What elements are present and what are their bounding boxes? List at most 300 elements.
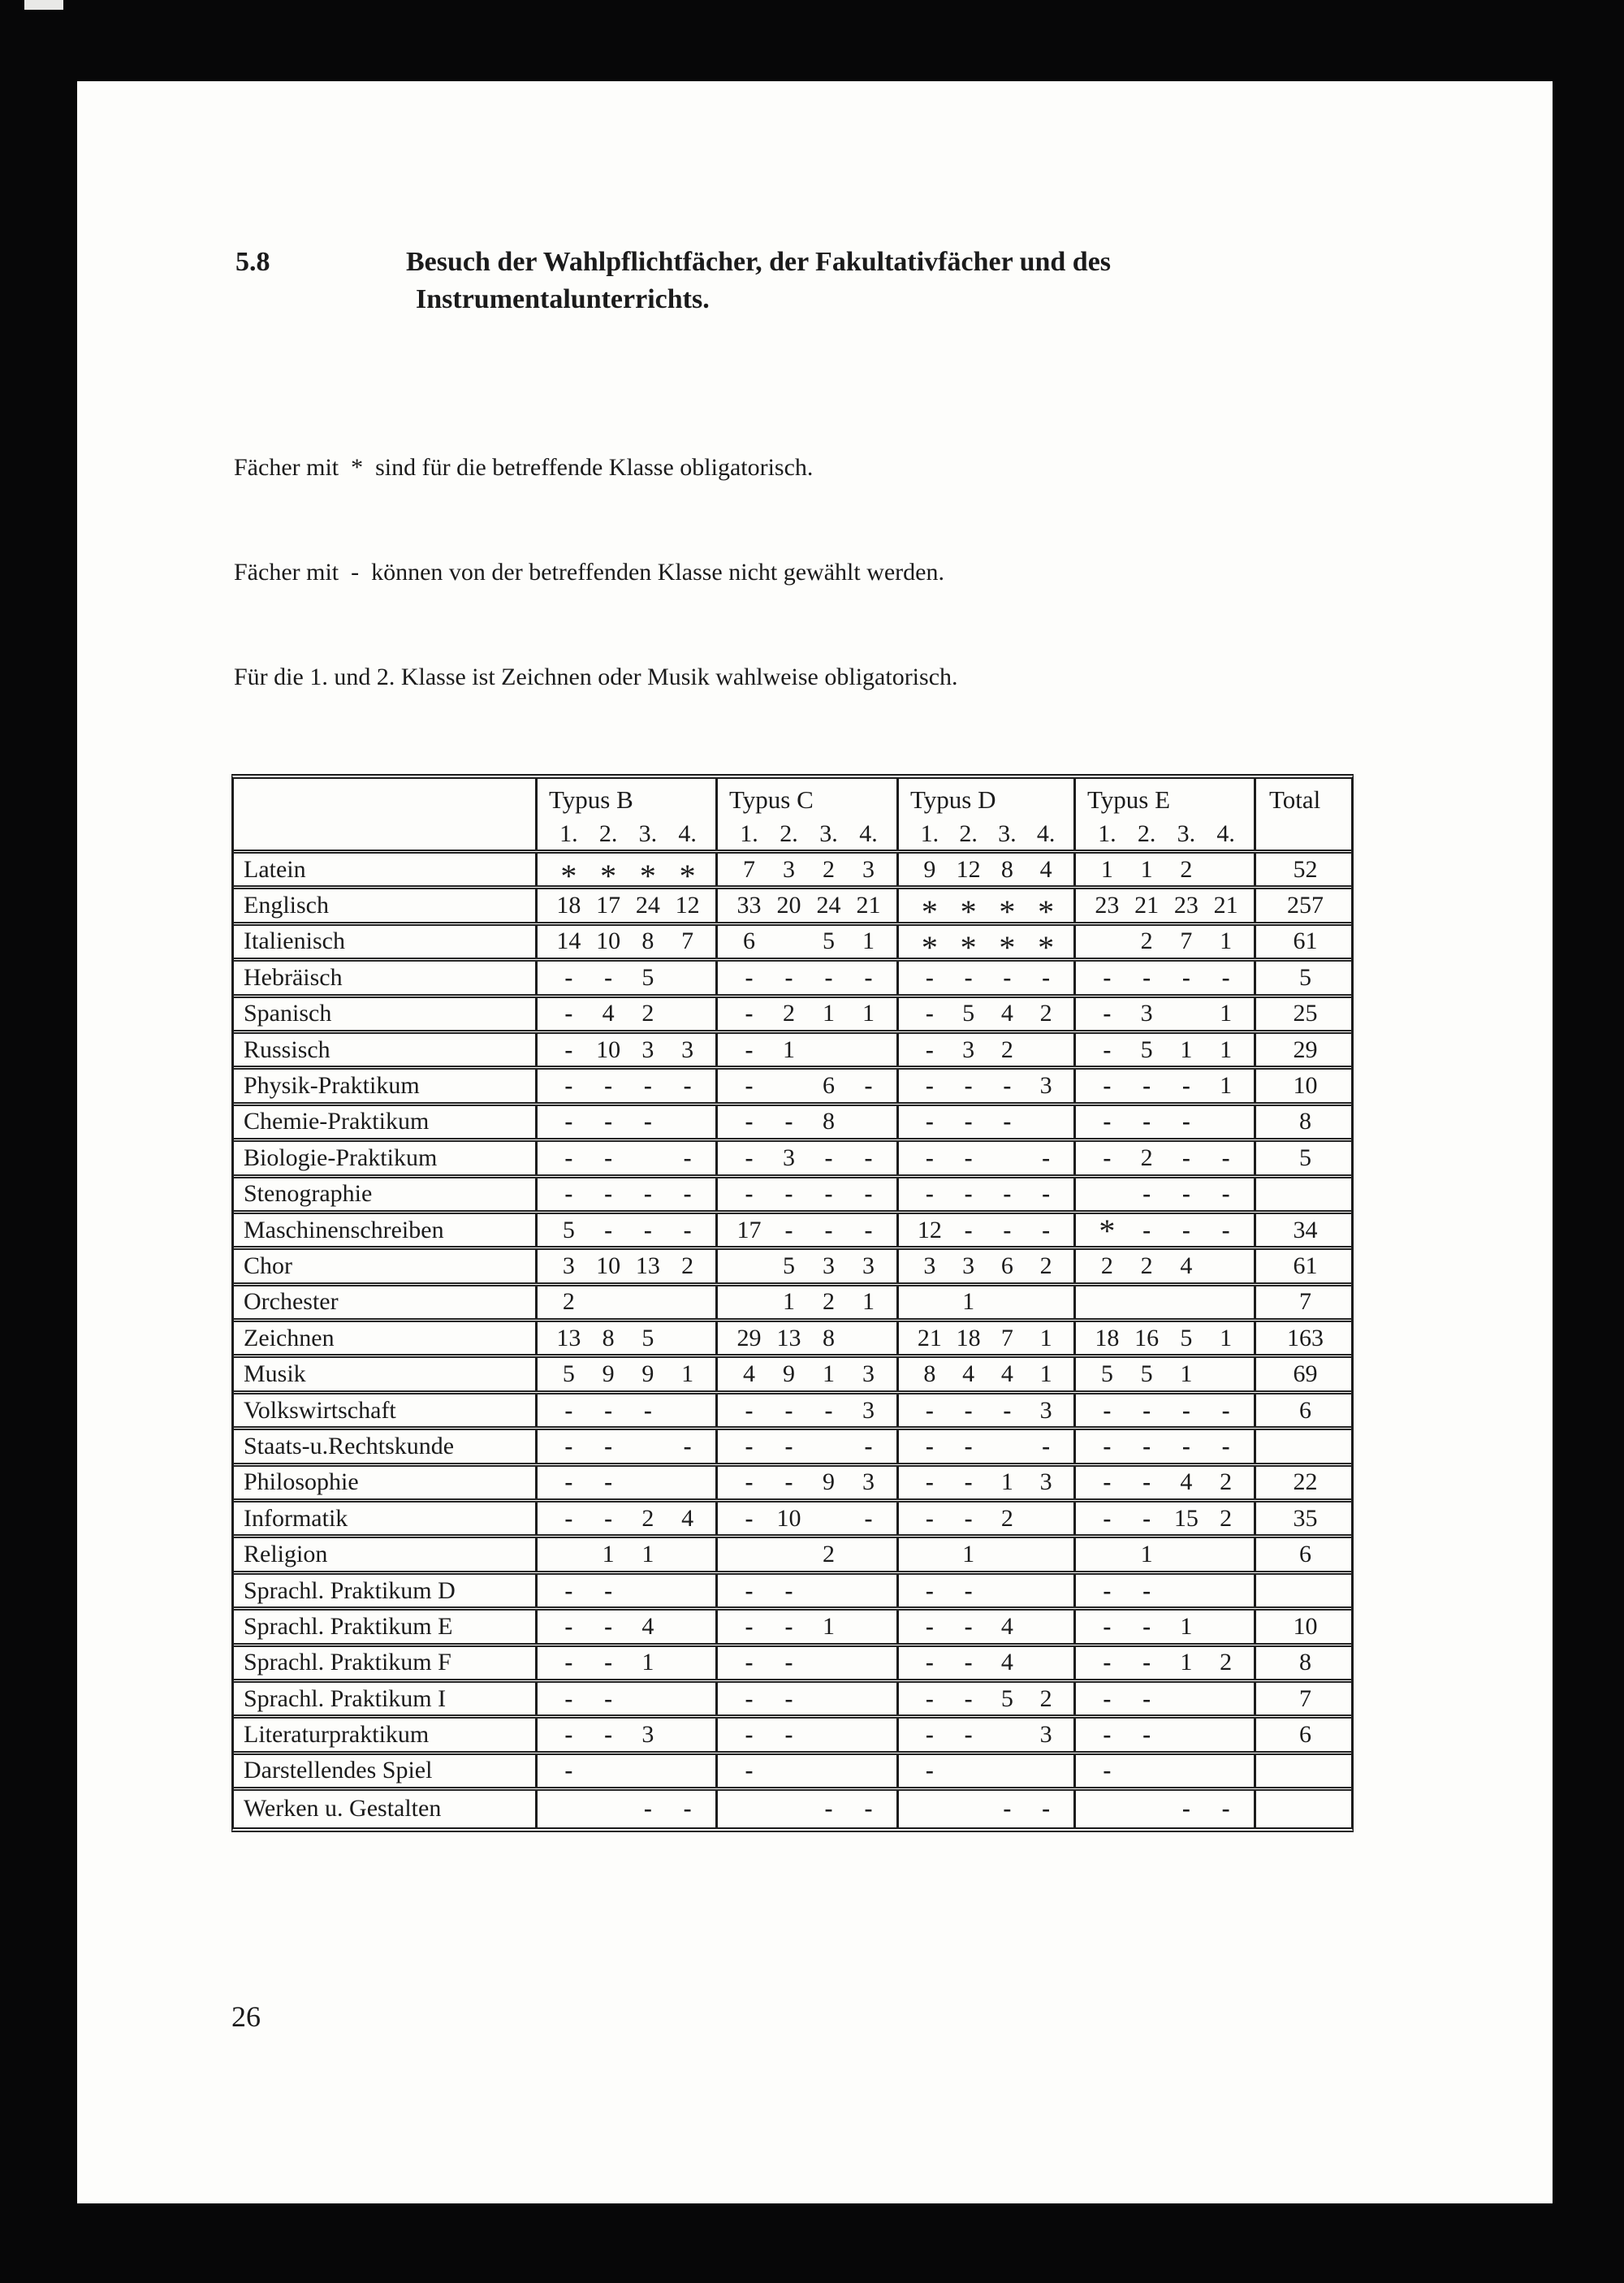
value-typus-c [809, 1757, 849, 1784]
value-typus-b [667, 1397, 707, 1425]
total-cell: 6 [1254, 1719, 1354, 1750]
value-typus-e: - [1181, 1180, 1190, 1208]
value-typus-c: 1 [862, 1288, 875, 1316]
typus-d-values [899, 1108, 1073, 1135]
value-typus-b: - [643, 1072, 652, 1100]
typus-e-values [1076, 1505, 1254, 1533]
class-label: 1. [920, 820, 939, 847]
value-typus-d: - [925, 1757, 934, 1784]
value-typus-c: 1 [783, 1036, 795, 1063]
value-typus-c: - [824, 1396, 833, 1424]
value-typus-b: - [564, 1432, 573, 1459]
typus-c-values [718, 964, 896, 992]
value-typus-e: - [1103, 1036, 1112, 1063]
value-typus-c [769, 1541, 809, 1568]
value-typus-b: - [604, 1216, 613, 1243]
value-typus-b: - [564, 1468, 573, 1496]
document-page [77, 81, 1553, 2203]
value-typus-e [1087, 1795, 1127, 1823]
table-row [234, 854, 1351, 894]
value-typus-b [589, 1757, 628, 1784]
value-typus-c: 1 [862, 1000, 875, 1027]
value-typus-e: - [1181, 1216, 1190, 1243]
value-typus-c: - [745, 1396, 754, 1424]
table-row [234, 1106, 1351, 1142]
value-typus-e: - [1181, 1144, 1190, 1171]
table-row [234, 1538, 1351, 1574]
table-body [234, 854, 1351, 1827]
value-typus-d: - [925, 1072, 934, 1100]
value-typus-d: - [925, 1612, 934, 1640]
typus-e-values [1076, 1397, 1254, 1425]
value-typus-e: 1 [1180, 1612, 1193, 1640]
value-typus-e: - [1181, 963, 1190, 991]
typus-e-values [1076, 1180, 1254, 1208]
value-typus-e [1206, 1360, 1246, 1388]
value-typus-e: - [1221, 1795, 1230, 1823]
value-typus-c [729, 1288, 769, 1316]
value-typus-d: 1 [1039, 1324, 1052, 1351]
value-typus-d: 7 [1000, 1324, 1013, 1351]
value-typus-c [809, 1433, 849, 1460]
value-typus-d [1026, 1288, 1065, 1316]
value-typus-d: - [925, 1576, 934, 1604]
value-typus-c [809, 1577, 849, 1605]
typus-d-values [899, 1360, 1073, 1388]
table-row [234, 998, 1351, 1034]
value-typus-b: - [564, 1757, 573, 1784]
typus-d-values [899, 1072, 1073, 1100]
value-typus-c: 3 [862, 855, 875, 883]
typus-c-values [718, 1288, 896, 1316]
value-typus-c: - [784, 1684, 793, 1712]
typus-d-values [899, 1036, 1073, 1064]
value-typus-d: * [999, 929, 1016, 966]
value-typus-c [849, 1613, 888, 1641]
typus-c-values [718, 1468, 896, 1496]
value-typus-d: - [964, 1396, 973, 1424]
value-typus-b: 8 [602, 1324, 615, 1351]
value-typus-e: 1 [1180, 1360, 1193, 1388]
typus-e-values [1076, 1433, 1254, 1460]
value-typus-b: 14 [556, 927, 581, 955]
value-typus-d: - [925, 1504, 934, 1532]
class-labels-b [538, 820, 715, 848]
total-cell: 257 [1254, 889, 1354, 921]
subject-cell: Maschinenschreiben [244, 1216, 444, 1243]
value-typus-c: - [784, 1216, 793, 1243]
value-typus-b: 9 [602, 1360, 615, 1388]
typus-c-values [718, 1505, 896, 1533]
value-typus-e: 5 [1140, 1360, 1153, 1388]
value-typus-e [1206, 1757, 1246, 1784]
typus-b-values [538, 1685, 715, 1713]
value-typus-c: 8 [823, 1108, 835, 1135]
value-typus-d [1026, 1613, 1065, 1641]
value-typus-d: 4 [1000, 1649, 1013, 1676]
typus-d-values [899, 1577, 1073, 1605]
value-typus-b: - [604, 1684, 613, 1712]
value-typus-c: - [745, 1468, 754, 1496]
value-typus-e [1167, 1577, 1207, 1605]
value-typus-c: 3 [783, 855, 795, 883]
typus-b-values [538, 1252, 715, 1280]
typus-b-values [538, 1613, 715, 1641]
value-typus-d: 2 [1000, 1504, 1013, 1532]
value-typus-d: - [925, 1649, 934, 1676]
value-typus-b: 3 [641, 1721, 654, 1749]
value-typus-c: 1 [823, 1612, 835, 1640]
value-typus-c: - [824, 1144, 833, 1171]
value-typus-b: - [564, 1649, 573, 1676]
value-typus-e: 21 [1213, 892, 1238, 919]
value-typus-c: - [864, 963, 873, 991]
value-typus-d: 1 [1039, 1360, 1052, 1388]
typus-b-values [538, 1433, 715, 1460]
value-typus-b: 18 [556, 892, 581, 919]
value-typus-c: 17 [736, 1216, 762, 1243]
typus-c-values [718, 1036, 896, 1064]
value-typus-b: 5 [562, 1360, 575, 1388]
subject-cell: Werken u. Gestalten [244, 1795, 442, 1823]
value-typus-b: - [683, 1795, 692, 1823]
value-typus-b: - [564, 1000, 573, 1027]
value-typus-b: - [564, 1612, 573, 1640]
typus-d-values [899, 1397, 1073, 1425]
value-typus-d: 18 [956, 1324, 981, 1351]
value-typus-c [849, 1685, 888, 1713]
value-typus-b: 4 [602, 1000, 615, 1027]
value-typus-b: - [683, 1216, 692, 1243]
table-header-row [234, 779, 1351, 854]
value-typus-c: - [784, 1396, 793, 1424]
value-typus-e: 1 [1140, 1541, 1153, 1568]
value-typus-c: - [784, 1612, 793, 1640]
section-title-line1: Besuch der Wahlpflichtfächer, der Fakultativfächer und des [406, 247, 1112, 277]
value-typus-c: - [745, 1684, 754, 1712]
total-cell: 52 [1254, 854, 1354, 885]
value-typus-e: - [1103, 1612, 1112, 1640]
value-typus-e [1167, 1541, 1207, 1568]
typus-b-values [538, 857, 715, 894]
value-typus-e [1127, 1795, 1167, 1823]
value-typus-b: 10 [596, 927, 621, 955]
value-typus-b: 2 [641, 1000, 654, 1027]
value-typus-b [667, 1000, 707, 1027]
value-typus-c [809, 1505, 849, 1533]
value-typus-b: 5 [562, 1216, 575, 1243]
value-typus-c: - [864, 1795, 873, 1823]
value-typus-e: 23 [1173, 892, 1199, 919]
value-typus-b [628, 1288, 668, 1316]
value-typus-e: 2 [1220, 1504, 1233, 1532]
value-typus-b: - [564, 1396, 573, 1424]
value-typus-b: 10 [596, 1252, 621, 1279]
value-typus-d: 5 [1000, 1684, 1013, 1712]
value-typus-c: - [864, 1216, 873, 1243]
table-row [234, 889, 1351, 931]
typus-c-values [718, 1721, 896, 1749]
value-typus-b [667, 964, 707, 992]
value-typus-d: 3 [1039, 1072, 1052, 1100]
value-typus-e [1206, 856, 1246, 884]
subject-cell: Latein [244, 855, 306, 883]
value-typus-c: 33 [736, 892, 762, 919]
value-typus-d: - [964, 1180, 973, 1208]
value-typus-b: - [643, 1216, 652, 1243]
value-typus-e [1206, 1721, 1246, 1749]
total-cell: 22 [1254, 1467, 1354, 1498]
value-typus-c [849, 1757, 888, 1784]
value-typus-d [1026, 1108, 1065, 1135]
table-row [234, 1178, 1351, 1214]
value-typus-c [849, 1577, 888, 1605]
value-typus-d: 2 [1000, 1036, 1013, 1063]
value-typus-c: - [784, 1721, 793, 1749]
class-label: 3. [638, 820, 658, 847]
value-typus-b [667, 1577, 707, 1605]
value-typus-e: - [1103, 1684, 1112, 1712]
value-typus-b: - [604, 1721, 613, 1749]
value-typus-b: * [639, 857, 656, 894]
value-typus-c: - [864, 1180, 873, 1208]
value-typus-e: - [1142, 1108, 1151, 1135]
typus-b-values [538, 1397, 715, 1425]
value-typus-e: - [1103, 1396, 1112, 1424]
value-typus-d: 1 [962, 1541, 975, 1568]
scan-edge-artifact [24, 0, 63, 10]
typus-c-label: Typus C [729, 785, 814, 814]
value-typus-d: 2 [1039, 1684, 1052, 1712]
value-typus-b [667, 1541, 707, 1568]
value-typus-c [729, 1541, 769, 1568]
typus-d-values [899, 1325, 1073, 1352]
value-typus-c [809, 1036, 849, 1064]
typus-c-values [718, 1144, 896, 1172]
value-typus-b: - [683, 1072, 692, 1100]
value-typus-b: - [683, 1144, 692, 1171]
value-typus-e: - [1142, 1180, 1151, 1208]
typus-e-values [1076, 1108, 1254, 1135]
value-typus-b: 13 [635, 1252, 660, 1279]
value-typus-b: 3 [681, 1036, 694, 1063]
total-cell [1254, 1791, 1354, 1827]
value-typus-d [988, 1757, 1027, 1784]
typus-c-values [718, 1613, 896, 1641]
section-title-line2: Instrumentalunterrichts. [416, 284, 710, 314]
value-typus-b: 10 [596, 1036, 621, 1063]
value-typus-c [849, 1325, 888, 1352]
typus-d-values [899, 856, 1073, 884]
value-typus-b: - [683, 1432, 692, 1459]
value-typus-e: - [1103, 1721, 1112, 1749]
typus-b-values [538, 1360, 715, 1388]
total-cell [1254, 1430, 1354, 1462]
typus-e-values [1076, 927, 1254, 955]
value-typus-b: 4 [641, 1612, 654, 1640]
total-cell: 5 [1254, 1142, 1354, 1174]
value-typus-d: * [960, 893, 977, 931]
value-typus-d [910, 1541, 949, 1568]
class-label: 1. [740, 820, 758, 847]
value-typus-c [729, 1795, 769, 1823]
value-typus-c: 7 [743, 855, 755, 883]
total-cell: 8 [1254, 1647, 1354, 1679]
page-number: 26 [231, 2000, 261, 2033]
typus-d-values [899, 1649, 1073, 1676]
typus-d-values [899, 1685, 1073, 1713]
section-number: 5.8 [235, 247, 270, 277]
value-typus-e [1087, 1180, 1127, 1208]
subject-cell: Englisch [244, 892, 329, 919]
value-typus-b: 12 [675, 892, 700, 919]
class-label: 1. [1098, 820, 1116, 847]
value-typus-e: 2 [1180, 855, 1193, 883]
typus-d-values [899, 893, 1073, 931]
value-typus-e: - [1181, 1795, 1190, 1823]
value-typus-c: - [864, 1504, 873, 1532]
value-typus-b [628, 1685, 668, 1713]
value-typus-e: 7 [1180, 927, 1193, 955]
typus-b-label: Typus B [549, 785, 633, 814]
class-label: 1. [559, 820, 578, 847]
value-typus-c [809, 1685, 849, 1713]
typus-e-values [1076, 856, 1254, 884]
typus-d-values [899, 1217, 1073, 1244]
value-typus-e: 2 [1220, 1468, 1233, 1496]
subject-cell: Sprachl. Praktikum F [244, 1649, 451, 1676]
table-row [234, 1250, 1351, 1286]
value-typus-d: 3 [1039, 1468, 1052, 1496]
value-typus-b [628, 1144, 668, 1172]
table-row [234, 962, 1351, 997]
value-typus-c: 1 [823, 1360, 835, 1388]
value-typus-e [1167, 1721, 1207, 1749]
value-typus-b: * [560, 857, 577, 894]
value-typus-c [849, 1108, 888, 1135]
value-typus-e: - [1103, 1576, 1112, 1604]
value-typus-b: - [564, 1036, 573, 1063]
value-typus-b [589, 1288, 628, 1316]
value-typus-e [1206, 1252, 1246, 1280]
class-labels-c [718, 820, 896, 848]
value-typus-d: - [964, 1432, 973, 1459]
value-typus-e: 5 [1180, 1324, 1193, 1351]
typus-e-values [1076, 1721, 1254, 1749]
value-typus-e: - [1221, 1144, 1230, 1171]
typus-c-values [718, 1577, 896, 1605]
value-typus-d: - [925, 1396, 934, 1424]
value-typus-c: - [824, 1216, 833, 1243]
value-typus-c: - [784, 1576, 793, 1604]
value-typus-c: - [784, 963, 793, 991]
value-typus-e: 3 [1140, 1000, 1153, 1027]
typus-d-values [899, 1795, 1073, 1823]
value-typus-c: - [745, 1036, 754, 1063]
value-typus-c: 2 [783, 1000, 795, 1027]
value-typus-d: 9 [923, 855, 936, 883]
value-typus-d: - [1003, 1072, 1012, 1100]
class-label: 2. [598, 820, 618, 847]
table-row [234, 1394, 1351, 1430]
value-typus-c: 2 [823, 855, 835, 883]
value-typus-e: 1 [1220, 1324, 1233, 1351]
typus-b-values [538, 964, 715, 992]
value-typus-b: - [604, 963, 613, 991]
value-typus-c [769, 1072, 809, 1100]
value-typus-b: - [564, 1684, 573, 1712]
value-typus-c: - [745, 1721, 754, 1749]
table-row [234, 1358, 1351, 1394]
value-typus-b: 1 [641, 1649, 654, 1676]
typus-e-values [1076, 1613, 1254, 1641]
value-typus-d: - [1003, 1216, 1012, 1243]
value-typus-e: - [1103, 1108, 1112, 1135]
typus-d-values [899, 1505, 1073, 1533]
value-typus-d: * [1038, 893, 1055, 931]
value-typus-e: - [1142, 1612, 1151, 1640]
value-typus-c: - [745, 1504, 754, 1532]
value-typus-e: 2 [1220, 1649, 1233, 1676]
value-typus-b: 5 [641, 963, 654, 991]
value-typus-b: - [564, 1108, 573, 1135]
value-typus-b: 9 [641, 1360, 654, 1388]
value-typus-c: - [784, 1432, 793, 1459]
value-typus-d [949, 1795, 988, 1823]
total-cell [1254, 1178, 1354, 1210]
value-typus-b [667, 1721, 707, 1749]
value-typus-e: - [1103, 1504, 1112, 1532]
section-title [406, 244, 1111, 318]
typus-b-values [538, 1144, 715, 1172]
value-typus-b [667, 1649, 707, 1676]
value-typus-e: 2 [1140, 1252, 1153, 1279]
value-typus-e: - [1142, 1684, 1151, 1712]
value-typus-b [667, 1685, 707, 1713]
value-typus-b: - [604, 1072, 613, 1100]
typus-c-values [718, 1108, 896, 1135]
value-typus-b: - [564, 1504, 573, 1532]
header-total: Total [1254, 779, 1354, 850]
typus-c-values [718, 1795, 896, 1823]
class-label: 4. [1216, 820, 1235, 847]
value-typus-d: 21 [917, 1324, 942, 1351]
value-typus-e: - [1221, 1216, 1230, 1243]
subject-cell: Hebräisch [244, 963, 343, 991]
value-typus-b [628, 1577, 668, 1605]
value-typus-d [988, 1721, 1027, 1749]
value-typus-b: - [604, 1432, 613, 1459]
value-typus-e: 15 [1173, 1504, 1199, 1532]
typus-e-values [1076, 1685, 1254, 1713]
value-typus-c: 9 [823, 1468, 835, 1496]
value-typus-d: - [964, 1216, 973, 1243]
subject-cell: Volkswirtschaft [244, 1396, 396, 1424]
value-typus-d: 8 [1000, 855, 1013, 883]
value-typus-d: - [1003, 1180, 1012, 1208]
subject-cell: Biologie-Praktikum [244, 1144, 438, 1171]
value-typus-c [769, 927, 809, 955]
typus-b-values [538, 1541, 715, 1568]
value-typus-e: - [1142, 1072, 1151, 1100]
value-typus-d [1026, 1036, 1065, 1064]
typus-d-values [899, 1288, 1073, 1316]
value-typus-b: 1 [641, 1541, 654, 1568]
subject-cell: Stenographie [244, 1180, 373, 1208]
value-typus-d: - [964, 1072, 973, 1100]
typus-b-values [538, 1721, 715, 1749]
value-typus-c: - [745, 1649, 754, 1676]
